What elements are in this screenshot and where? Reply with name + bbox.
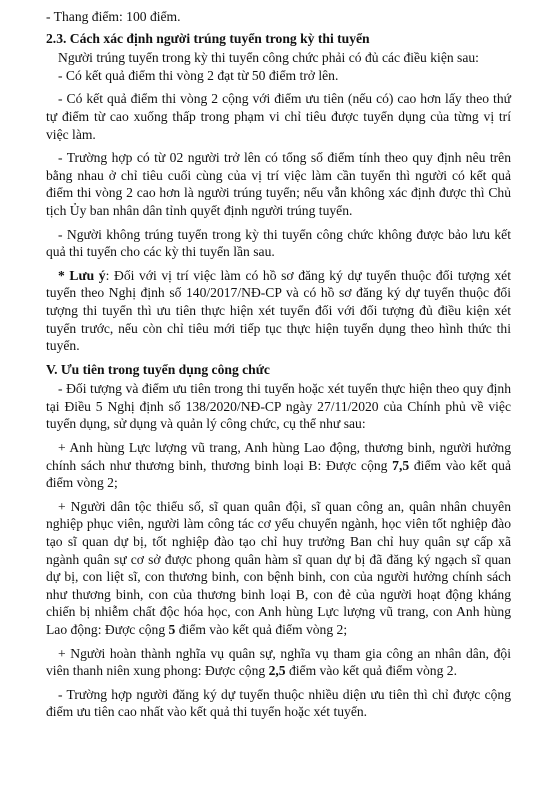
condition-item: - Có kết quả điểm thi vòng 2 đạt từ 50 điểm trở lên.	[58, 67, 339, 83]
priority-item: + Người dân tộc thiểu số, sĩ quan quân đội, sĩ quan công an, quân nhân chuyên nghiệp phục viên, người làm công tác cơ yếu chuyển ngành, học viên tốt nghiệp đào tạo sĩ quan dự bị, tốt nghiệp đào tạo chỉ huy trưởng Ban chỉ huy quân sự cấp xã ngành quân sự cơ sở được phong quân hàm sĩ quan dự bị đã đăng ký ngạch sĩ quan dự bị, con liệt sĩ, con thương binh, con bệnh binh, con của người hưởng chính sách như thương binh, con của thương binh loại B, con đẻ của người hoạt động kháng chiến bị nhiễm chất độc hóa học, con Anh hùng Lực lượng vũ trang, con Anh hùng Lao động: Được cộng 5 điểm vào kết quả điểm vòng 2;	[46, 498, 511, 637]
section-v-intro: - Đối tượng và điểm ưu tiên trong thi tuyển hoặc xét tuyển thực hiện theo quy định tại Điều 5 Nghị định số 138/2020/NĐ-CP ngày 27/11/2020 của Chính phủ về việc tuyển dụng, sử dụng và quản lý công chức, cụ thể như sau:	[46, 381, 511, 432]
note-paragraph	[46, 267, 511, 355]
scale-line: - Thang điểm: 100 điểm.	[46, 9, 181, 24]
priority-item: + Người hoàn thành nghĩa vụ quân sự, nghĩa vụ tham gia công an nhân dân, đội viên thanh niên xung phong: Được cộng 2,5 điểm vào kết quả điểm vòng 2.	[46, 645, 511, 679]
priority-points: 5	[168, 622, 176, 637]
section-2-3-intro: Người trúng tuyển trong kỳ thi tuyển công chức phải có đủ các điều kiện sau:	[58, 50, 479, 66]
condition-item: - Trường hợp có từ 02 người trở lên có tổng số điểm tính theo quy định nêu trên bằng nhau ở chỉ tiêu cuối cùng của vị trí việc làm cần tuyển thì người có kết quả điểm thi vòng 2 cao hơn là người trúng tuyển; nếu vẫn không xác định được thì Chủ tịch Ủy ban nhân dân tỉnh quyết định người trúng tuyển.	[46, 150, 511, 218]
priority-points: 7,5	[392, 457, 410, 473]
note-text: : Đối với vị trí việc làm có hồ sơ đăng ký dự tuyển thuộc đối tượng xét tuyển theo Nghị định số 140/2017/NĐ-CP và có hồ sơ đăng ký dự tuyển thuộc đối tượng thi tuyển thì ưu tiên thực hiện xét tuyển đối với đối tượng đủ điều kiện xét tuyển trước, nếu còn chỉ tiêu mới tiếp tục thực hiện tuyển dụng theo hình thức thi tuyển.	[46, 267, 511, 354]
priority-item: + Anh hùng Lực lượng vũ trang, Anh hùng Lao động, thương binh, người hưởng chính sách như thương binh, thương binh loại B: Được cộng 7,5 điểm vào kết quả điểm vòng 2;	[46, 440, 511, 491]
priority-points: 2,5	[268, 663, 286, 679]
note-label: * Lưu ý	[58, 267, 106, 283]
section-v-heading: V. Ưu tiên trong tuyển dụng công chức	[46, 361, 270, 377]
condition-item: - Có kết quả điểm thi vòng 2 cộng với điểm ưu tiên (nếu có) cao hơn lấy theo thứ tự điểm từ cao xuống thấp trong phạm vi chỉ tiêu được tuyển dụng của từng vị trí việc làm.	[46, 91, 511, 142]
multiple-priority-note: - Trường hợp người đăng ký dự tuyển thuộc nhiều diện ưu tiên thì chỉ được cộng điểm ưu tiên cao nhất vào kết quả thi tuyển hoặc xét tuyển.	[46, 686, 511, 720]
condition-item: - Người không trúng tuyển trong kỳ thi tuyển công chức không được bảo lưu kết quả thi tuyển cho các kỳ thi tuyển lần sau.	[46, 226, 511, 260]
section-2-3-heading: 2.3. Cách xác định người trúng tuyển trong kỳ thi tuyển	[46, 30, 370, 46]
